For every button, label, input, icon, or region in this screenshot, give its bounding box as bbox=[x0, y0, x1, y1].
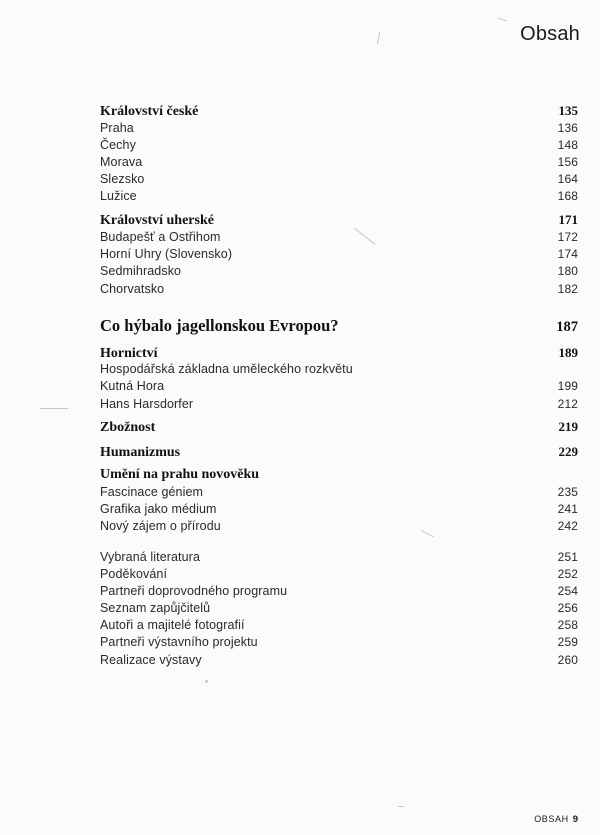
page-footer bbox=[534, 814, 578, 825]
toc-entry-label: Horní Uhry (Slovensko) bbox=[100, 247, 233, 261]
footer-page-number: 9 bbox=[572, 814, 578, 825]
toc-section-label: Zbožnost bbox=[100, 420, 156, 435]
toc-section-label: Umění na prahu novověku bbox=[100, 467, 260, 482]
toc-page-number: 251 bbox=[557, 550, 578, 564]
toc-entry-label: Seznam zapůjčitelů bbox=[100, 601, 211, 615]
toc-entry-label: Sedmihradsko bbox=[100, 264, 182, 278]
toc-page-number: 242 bbox=[557, 519, 578, 533]
toc-section-label: Království uherské bbox=[100, 213, 214, 228]
toc-page-number: 136 bbox=[557, 121, 578, 135]
toc-entry-row[interactable] bbox=[100, 584, 578, 598]
toc-page-number: 156 bbox=[557, 155, 578, 169]
toc-page-number: 180 bbox=[557, 264, 578, 278]
toc-page-number: 168 bbox=[557, 189, 578, 203]
toc-chapter-label: Co hýbalo jagellonskou Evropou? bbox=[100, 316, 339, 335]
toc-page-number: 260 bbox=[557, 653, 578, 667]
toc-entry-label: Praha bbox=[100, 121, 134, 135]
toc-entry-label: Poděkování bbox=[100, 567, 168, 581]
toc-entry-row[interactable] bbox=[100, 189, 578, 203]
toc-section-row[interactable] bbox=[100, 444, 578, 461]
toc-page-number: 235 bbox=[557, 485, 578, 499]
toc-chapter-row[interactable] bbox=[100, 316, 578, 336]
toc-section-row[interactable] bbox=[100, 103, 578, 120]
toc-entry-row[interactable] bbox=[100, 397, 578, 411]
toc-entry-label: Nový zájem o přírodu bbox=[100, 519, 221, 533]
toc-page-number: 171 bbox=[558, 212, 578, 227]
toc-entry-label: Hans Harsdorfer bbox=[100, 397, 194, 411]
toc-entry-row[interactable] bbox=[100, 653, 578, 667]
toc-page-number: 187 bbox=[556, 319, 578, 335]
toc-entry-label: Hospodářská základna uměleckého rozkvětu bbox=[100, 362, 353, 376]
page-title: Obsah bbox=[520, 23, 580, 45]
table-of-contents bbox=[100, 0, 578, 835]
toc-entry-label: Slezsko bbox=[100, 172, 145, 186]
toc-section-row[interactable] bbox=[100, 212, 578, 229]
toc-entry-row[interactable] bbox=[100, 519, 578, 533]
toc-entry-label: Morava bbox=[100, 155, 143, 169]
toc-entry-label: Vybraná literatura bbox=[100, 550, 200, 564]
toc-entry-label: Kutná Hora bbox=[100, 379, 165, 393]
toc-page-number: 182 bbox=[557, 282, 578, 296]
toc-entry-label: Realizace výstavy bbox=[100, 653, 202, 667]
toc-page-number: 256 bbox=[557, 601, 578, 615]
toc-page-number: 254 bbox=[557, 584, 578, 598]
toc-entry-row[interactable] bbox=[100, 362, 578, 376]
toc-section-row[interactable] bbox=[100, 467, 578, 483]
toc-section-label: Hornictví bbox=[100, 346, 158, 361]
toc-page-number: 212 bbox=[557, 397, 578, 411]
toc-entry-label: Partneři výstavního projektu bbox=[100, 635, 258, 649]
toc-entry-label: Partneři doprovodného programu bbox=[100, 584, 288, 598]
toc-entry-row[interactable] bbox=[100, 121, 578, 135]
toc-section-row[interactable] bbox=[100, 419, 578, 436]
toc-entry-row[interactable] bbox=[100, 485, 578, 499]
toc-entry-row[interactable] bbox=[100, 550, 578, 564]
toc-entry-row[interactable] bbox=[100, 155, 578, 169]
toc-page-number: 252 bbox=[557, 567, 578, 581]
toc-entry-label: Čechy bbox=[100, 138, 136, 152]
toc-entry-row[interactable] bbox=[100, 567, 578, 581]
toc-entry-row[interactable] bbox=[100, 264, 578, 278]
toc-page-number: 241 bbox=[557, 502, 578, 516]
toc-entry-row[interactable] bbox=[100, 172, 578, 186]
footer-label: OBSAH bbox=[534, 814, 569, 824]
toc-page-number: 164 bbox=[557, 172, 578, 186]
toc-page-number: 219 bbox=[558, 419, 578, 434]
toc-section-label: Humanizmus bbox=[100, 445, 181, 460]
toc-page-number: 148 bbox=[557, 138, 578, 152]
toc-entry-row[interactable] bbox=[100, 379, 578, 393]
toc-page-number: 258 bbox=[557, 618, 578, 632]
toc-entry-row[interactable] bbox=[100, 502, 578, 516]
toc-section-label: Království české bbox=[100, 104, 199, 119]
toc-page-number: 199 bbox=[557, 379, 578, 393]
toc-entry-row[interactable] bbox=[100, 138, 578, 152]
toc-entry-label: Lužice bbox=[100, 189, 137, 203]
toc-section-row[interactable] bbox=[100, 345, 578, 362]
toc-entry-row[interactable] bbox=[100, 618, 578, 632]
toc-entry-row[interactable] bbox=[100, 247, 578, 261]
toc-page-number: 174 bbox=[557, 247, 578, 261]
toc-entry-row[interactable] bbox=[100, 635, 578, 649]
toc-page-number: 259 bbox=[557, 635, 578, 649]
toc-page-number: 172 bbox=[557, 230, 578, 244]
toc-page-number: 189 bbox=[558, 345, 578, 360]
toc-entry-label: Fascinace géniem bbox=[100, 485, 204, 499]
toc-entry-row[interactable] bbox=[100, 282, 578, 296]
toc-page-number: 135 bbox=[558, 103, 578, 118]
toc-page-number: 229 bbox=[558, 444, 578, 459]
toc-entry-row[interactable] bbox=[100, 230, 578, 244]
toc-entry-row[interactable] bbox=[100, 601, 578, 615]
toc-entry-label: Grafika jako médium bbox=[100, 502, 217, 516]
scan-mark bbox=[40, 408, 68, 409]
toc-entry-label: Autoři a majitelé fotografií bbox=[100, 618, 245, 632]
toc-entry-label: Budapešť a Ostřihom bbox=[100, 230, 221, 244]
toc-entry-label: Chorvatsko bbox=[100, 282, 165, 296]
